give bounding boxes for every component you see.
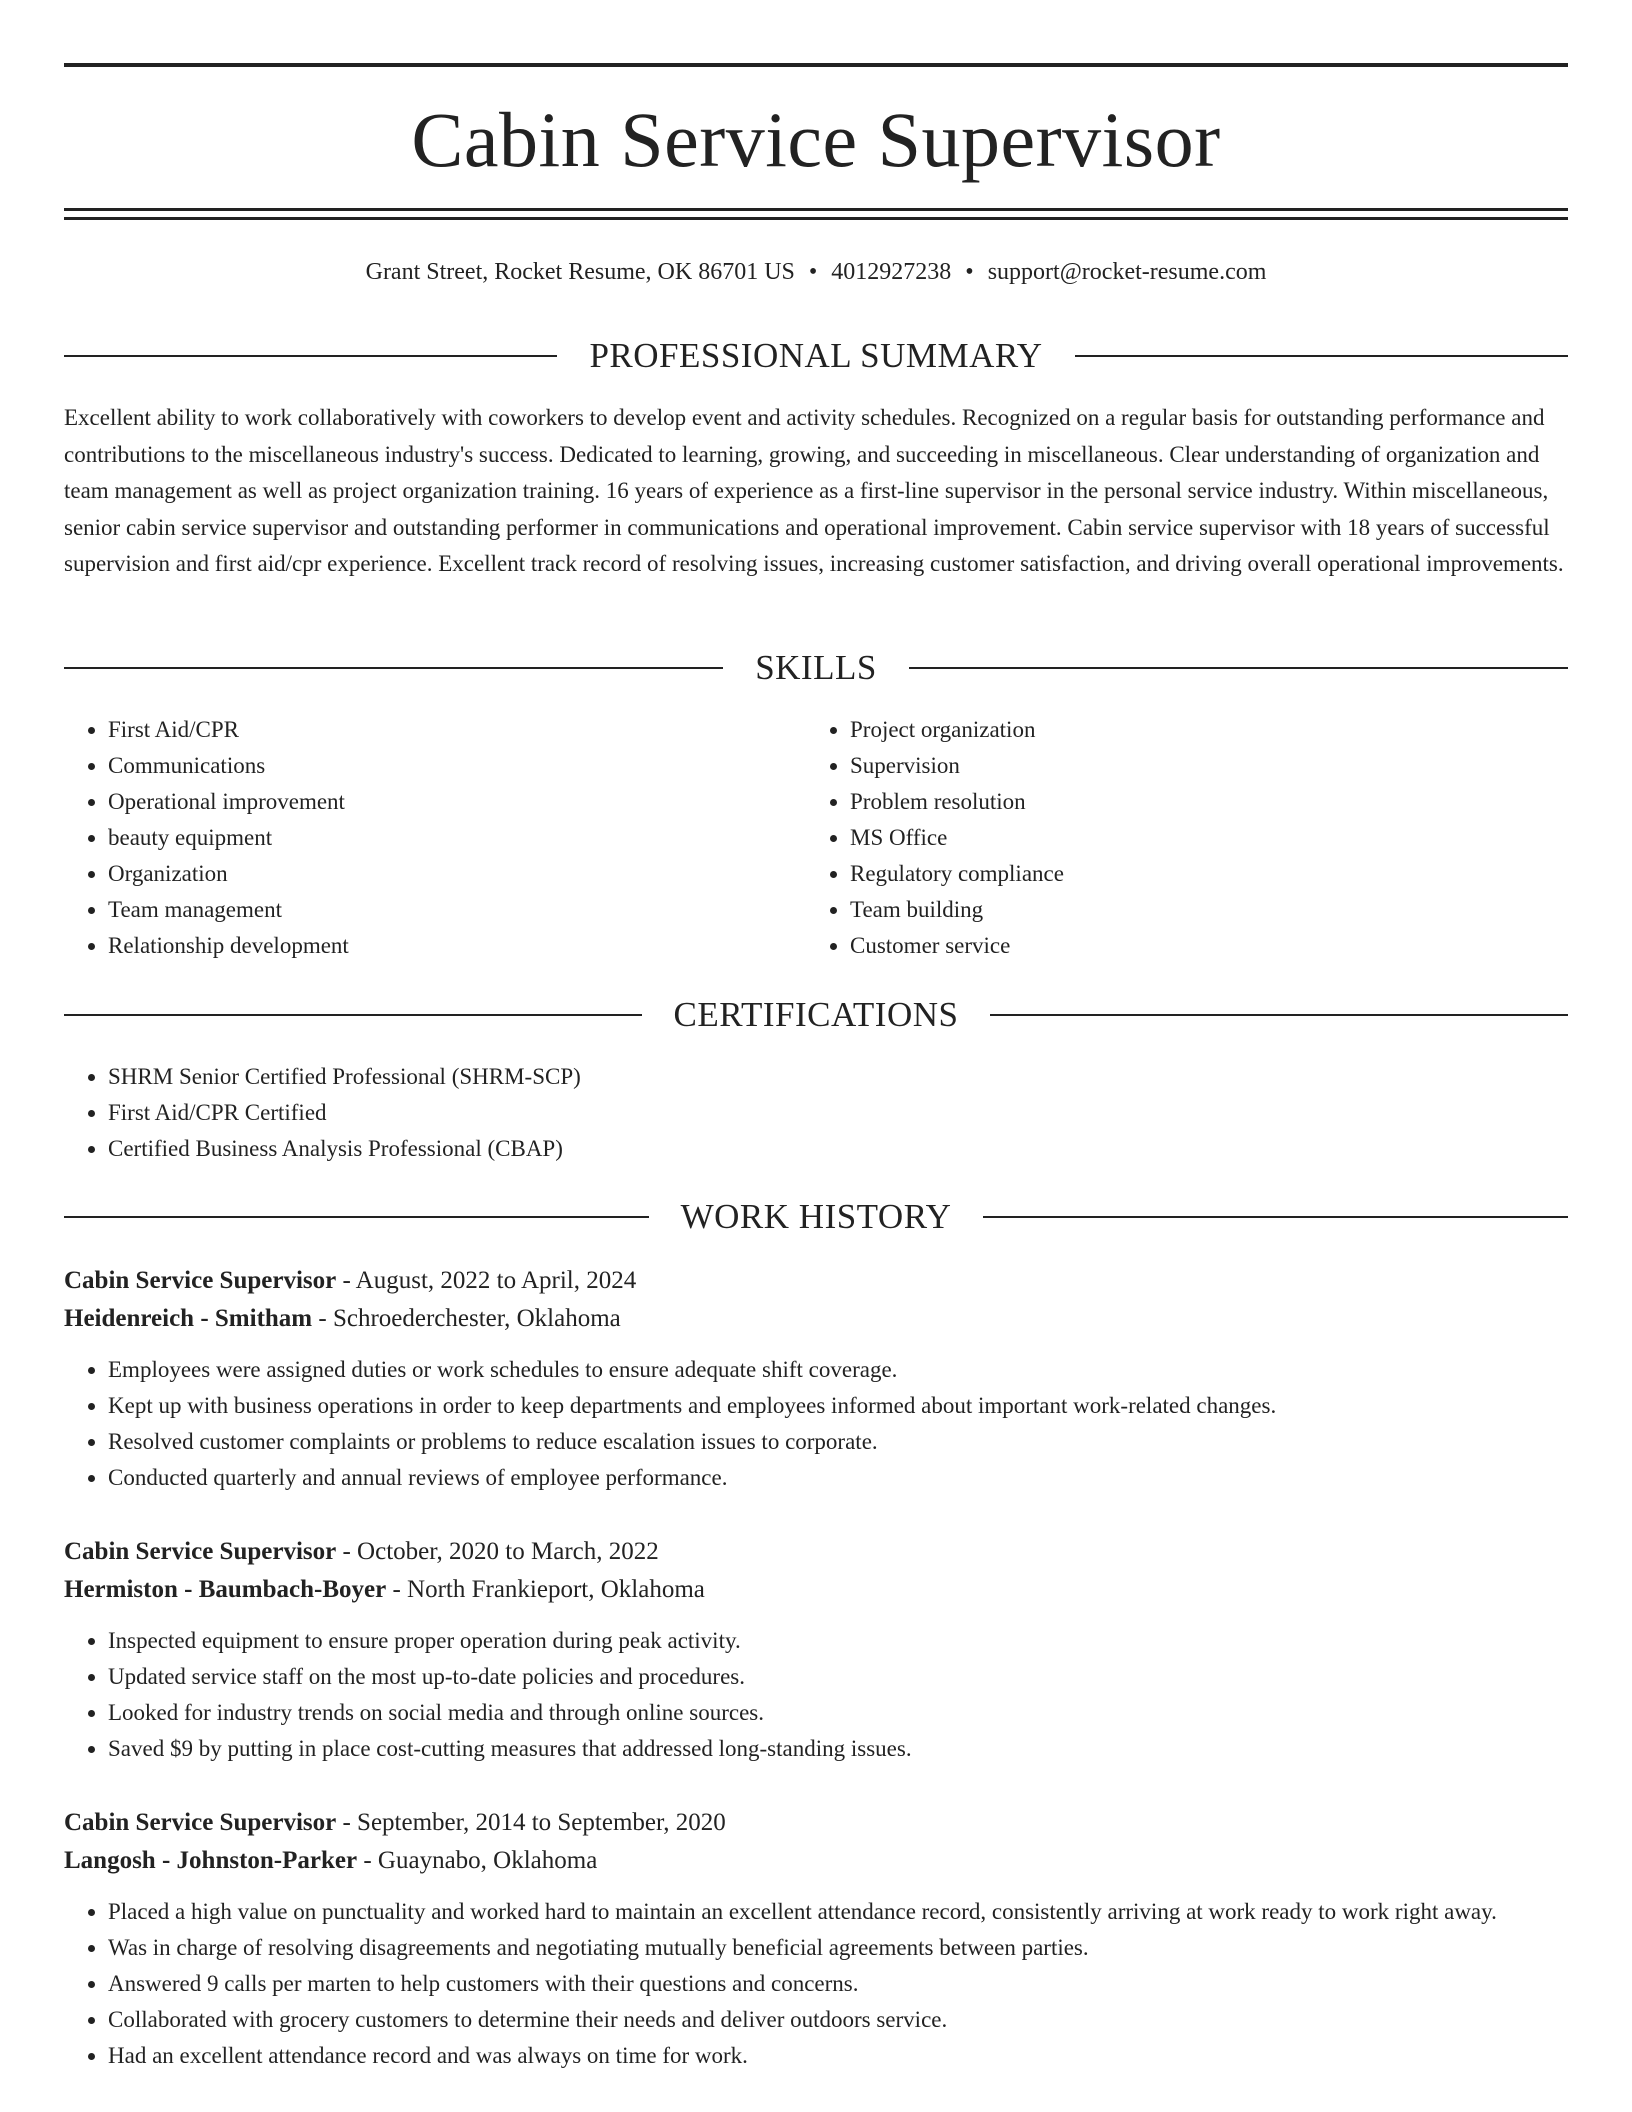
skill-item: • Supervision [850, 748, 1506, 784]
work-history-heading-label: WORK HISTORY [680, 1197, 952, 1236]
certification-item: • First Aid/CPR Certified [108, 1095, 1064, 1131]
skill-item: • beauty equipment [108, 820, 764, 856]
job-company-line [64, 1571, 1568, 1609]
job-dates: - September, 2014 to September, 2020 [336, 1809, 726, 1836]
heading-rule-left [64, 1216, 649, 1218]
contact-address: Grant Street, Rocket Resume, OK 86701 US [365, 259, 795, 285]
job-dates: - August, 2022 to April, 2024 [336, 1267, 637, 1294]
resume-title: Cabin Service Supervisor [411, 96, 1221, 183]
skill-item: • Communications [108, 748, 764, 784]
job-company-line [64, 1300, 1568, 1338]
summary-text: Excellent ability to work collaboratively with coworkers to develop event and activity schedules. Recognized on a regular basis for outstanding performance and contributions to the miscellaneous industry's success. Dedicated to learning, growing, and succeeding in miscellaneous. Clear understanding of organization and team management as well as project organization training. 16 years of experience as a first-line supervisor in the personal service industry. Within miscellaneous, senior cabin service supervisor and outstanding performer in communications and operational improvement. Cabin service supervisor with 18 years of successful supervision and first aid/cpr experience. Excellent track record of resolving issues, increasing customer satisfaction, and driving overall operational improvements. [64, 405, 1564, 576]
heading-rule-right [990, 1014, 1568, 1016]
skills-heading-label: SKILLS [755, 648, 877, 687]
skill-item: • Team building [850, 892, 1506, 928]
skill-item: • Problem resolution [850, 784, 1506, 820]
job-bullet: • Kept up with business operations in order to keep departments and employees informed about important work-related changes. [108, 1388, 1568, 1424]
contact-email: support@rocket-resume.com [987, 259, 1267, 285]
job-bullet: • Collaborated with grocery customers to determine their needs and deliver outdoors service. [108, 2002, 1568, 2038]
job-company: Heidenreich - Smitham [64, 1305, 313, 1332]
job-company-line [64, 1842, 1568, 1880]
skills-section-heading [64, 646, 1568, 690]
job-company: Hermiston - Baumbach-Boyer [64, 1576, 387, 1603]
certification-item: • SHRM Senior Certified Professional (SHRM-SCP) [108, 1059, 1064, 1095]
job-title: Cabin Service Supervisor [64, 1809, 337, 1836]
job-bullet: • Resolved customer complaints or problems to reduce escalation issues to corporate. [108, 1424, 1568, 1460]
job-title-line [64, 1262, 1568, 1300]
job-dates: - October, 2020 to March, 2022 [336, 1538, 659, 1565]
summary-heading-label: PROFESSIONAL SUMMARY [589, 336, 1043, 375]
job-bullet: • Saved $9 by putting in place cost-cutting measures that addressed long-standing issues. [108, 1731, 1568, 1767]
job-bullet: • Looked for industry trends on social media and through online sources. [108, 1695, 1568, 1731]
job-title-line [64, 1804, 1568, 1842]
job-entry [64, 1804, 1568, 2074]
job-bullet: • Inspected equipment to ensure proper operation during peak activity. [108, 1623, 1568, 1659]
job-location: - Guaynabo, Oklahoma [357, 1847, 598, 1874]
contact-phone: 4012927238 [831, 259, 952, 285]
contact-separator: • [808, 259, 818, 285]
job-location: - Schroederchester, Oklahoma [312, 1305, 621, 1332]
job-bullet: • Employees were assigned duties or work schedules to ensure adequate shift coverage. [108, 1352, 1568, 1388]
heading-rule-left [64, 667, 723, 669]
job-bullet: • Had an excellent attendance record and was always on time for work. [108, 2038, 1568, 2074]
skill-item: • Customer service [850, 928, 1506, 964]
skill-item: • Regulatory compliance [850, 856, 1506, 892]
skill-item: • Relationship development [108, 928, 764, 964]
header-double-rule [64, 208, 1568, 220]
job-title-line [64, 1533, 1568, 1571]
job-bullet: • Placed a high value on punctuality and worked hard to maintain an excellent attendance record, consistently arriving at work ready to work right away. [108, 1894, 1568, 1930]
job-entry [64, 1533, 1568, 1767]
certifications-section-heading [64, 993, 1568, 1037]
job-company: Langosh - Johnston-Parker [64, 1847, 358, 1874]
work-history-section-heading [64, 1195, 1568, 1239]
heading-rule-left [64, 355, 557, 357]
skill-item: • Operational improvement [108, 784, 764, 820]
contact-separator: • [965, 259, 974, 285]
heading-rule-left [64, 1014, 642, 1016]
skill-item: • Organization [108, 856, 764, 892]
skill-item: • MS Office [850, 820, 1506, 856]
job-bullet: • Answered 9 calls per marten to help customers with their questions and concerns. [108, 1966, 1568, 2002]
contact-line [64, 256, 1568, 288]
header-top-rule [64, 63, 1568, 67]
job-title: Cabin Service Supervisor [64, 1538, 337, 1565]
skills-column-right [806, 712, 1506, 964]
summary-section-heading [64, 334, 1568, 378]
certifications-list [64, 1059, 1064, 1167]
skill-item: • Project organization [850, 712, 1506, 748]
heading-rule-right [983, 1216, 1568, 1218]
certification-item: • Certified Business Analysis Professional (CBAP) [108, 1131, 1064, 1167]
heading-rule-right [1075, 355, 1568, 357]
skill-item: • Team management [108, 892, 764, 928]
skills-column-left [64, 712, 764, 964]
job-entry [64, 1262, 1568, 1496]
job-location: - North Frankieport, Oklahoma [386, 1576, 705, 1603]
heading-rule-right [909, 667, 1568, 669]
skill-item: • First Aid/CPR [108, 712, 764, 748]
job-bullet: • Conducted quarterly and annual reviews of employee performance. [108, 1460, 1568, 1496]
certifications-heading-label: CERTIFICATIONS [673, 995, 959, 1034]
job-title: Cabin Service Supervisor [64, 1267, 337, 1294]
job-bullet: • Updated service staff on the most up-to-date policies and procedures. [108, 1659, 1568, 1695]
job-bullet: • Was in charge of resolving disagreements and negotiating mutually beneficial agreements between parties. [108, 1930, 1568, 1966]
